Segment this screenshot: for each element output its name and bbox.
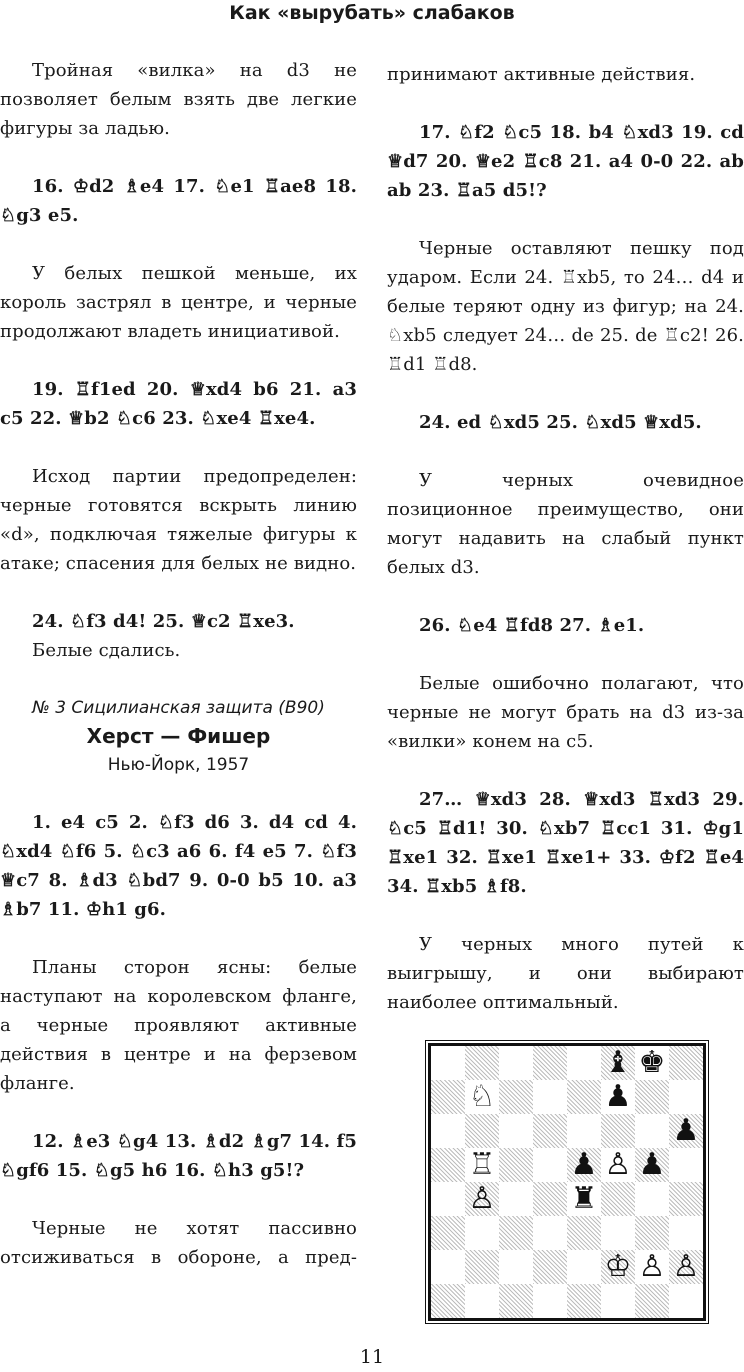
board-square-c5 [499, 1148, 533, 1182]
moves-paragraph: 17. ♘f2 ♘c5 18. b4 ♘xd3 19. cd ♕d7 20. ♕e2 ♖c8 21. a4 0-0 22. ab ab 23. ♖a5 d5!? [387, 122, 744, 201]
game-place: Нью-Йорк, 1957 [107, 755, 250, 775]
board-square-f6 [601, 1114, 635, 1148]
chess-piece-g5: ♟ [638, 1147, 666, 1182]
chess-piece-h6: ♟ [672, 1113, 700, 1148]
board-square-d6 [533, 1114, 567, 1148]
board-square-d2 [533, 1250, 567, 1284]
paragraph: У черных много путей к выигрышу, и они выбирают наиболее оптимальный. [387, 934, 744, 1013]
board-square-d5 [533, 1148, 567, 1182]
board-square-b8 [465, 1046, 499, 1080]
chess-piece-f5: ♙ [604, 1147, 632, 1182]
board-square-a3 [431, 1216, 465, 1250]
paragraph: принимают активные действия. [387, 64, 696, 85]
board-square-d7 [533, 1080, 567, 1114]
board-square-h8 [669, 1046, 703, 1080]
chess-piece-f7: ♟ [604, 1079, 632, 1114]
board-square-b3 [465, 1216, 499, 1250]
board-square-a8 [431, 1046, 465, 1080]
board-square-f1 [601, 1284, 635, 1318]
board-square-f3 [601, 1216, 635, 1250]
chess-board [428, 1043, 706, 1321]
board-square-b2 [465, 1250, 499, 1284]
moves-paragraph: 12. ♗e3 ♘g4 13. ♗d2 ♗g7 14. f5 ♘gf6 15. ♘g5 h6 16. ♘h3 g5!? [0, 1131, 357, 1181]
board-square-c6 [499, 1114, 533, 1148]
board-square-c2 [499, 1250, 533, 1284]
paragraph: У черных очевидное позиционное преимущество, они могут надавить на слабый пункт белых d3. [387, 470, 744, 578]
board-square-c4 [499, 1182, 533, 1216]
board-square-e3 [567, 1216, 601, 1250]
board-square-e1 [567, 1284, 601, 1318]
chess-piece-b7: ♘ [468, 1079, 496, 1114]
chess-piece-b4: ♙ [468, 1181, 496, 1216]
chess-piece-e4: ♜ [570, 1181, 598, 1216]
board-square-h1 [669, 1284, 703, 1318]
board-square-a6 [431, 1114, 465, 1148]
board-square-g1 [635, 1284, 669, 1318]
paragraph: Белые сдались. [32, 640, 181, 661]
running-header: Как «вырубать» слабаков [229, 2, 515, 24]
board-square-h5 [669, 1148, 703, 1182]
paragraph: Исход партии предопределен: черные готовятся вскрыть линию «d», подключая тяжелые фигуры к атаке; спасения для белых не видно. [0, 466, 357, 574]
paragraph: Планы сторон ясны: белые наступают на королевском фланге, а черные проявляют активные действия в центре и на ферзевом фланге. [0, 957, 357, 1094]
chess-piece-f8: ♝ [604, 1045, 632, 1080]
right-column [387, 60, 744, 1017]
board-square-c8 [499, 1046, 533, 1080]
chess-piece-f2: ♔ [604, 1249, 632, 1284]
board-square-d3 [533, 1216, 567, 1250]
board-square-h7 [669, 1080, 703, 1114]
board-square-e6 [567, 1114, 601, 1148]
chess-piece-e5: ♟ [570, 1147, 598, 1182]
moves-paragraph: 26. ♘e4 ♖fd8 27. ♗e1. [419, 615, 645, 636]
board-square-c7 [499, 1080, 533, 1114]
board-square-g4 [635, 1182, 669, 1216]
moves-paragraph: 19. ♖f1ed 20. ♕xd4 b6 21. a3 c5 22. ♕b2 ♘c6 23. ♘xe4 ♖xe4. [0, 379, 357, 429]
board-square-h3 [669, 1216, 703, 1250]
chess-piece-g8: ♚ [638, 1045, 666, 1080]
board-square-d8 [533, 1046, 567, 1080]
paragraph: Белые ошибочно полагают, что черные не могут брать на d3 из-за «вилки» конем на c5. [387, 673, 744, 752]
board-square-b6 [465, 1114, 499, 1148]
paragraph: Тройная «вилка» на d3 не позволяет белым взять две легкие фигуры за ладью. [0, 60, 357, 139]
board-square-e8 [567, 1046, 601, 1080]
chess-piece-h2: ♙ [672, 1249, 700, 1284]
board-square-g6 [635, 1114, 669, 1148]
board-square-c3 [499, 1216, 533, 1250]
game-players: Херст — Фишер [86, 724, 271, 748]
paragraph: Черные оставляют пешку под ударом. Если 24. ♖xb5, то 24… d4 и белые теряют одну из фигур; на 24. ♘xb5 следует 24… de 25. de ♖c2! 26. ♖d1 ♖d8. [387, 238, 744, 375]
left-column [0, 56, 357, 1272]
game-opening: № 3 Сицилианская защита (B90) [32, 698, 325, 718]
moves-paragraph: 27… ♕xd3 28. ♕xd3 ♖xd3 29. ♘c5 ♖d1! 30. ♘xb7 ♖cc1 31. ♔g1 ♖xe1 32. ♖xe1 ♖xe1+ 33. ♔f2 ♖e4 34. ♖xb5 ♗f8. [387, 789, 744, 897]
board-square-a4 [431, 1182, 465, 1216]
board-square-b1 [465, 1284, 499, 1318]
board-square-a7 [431, 1080, 465, 1114]
moves-paragraph: 24. ed ♘xd5 25. ♘xd5 ♕xd5. [419, 412, 702, 433]
paragraph: Черные не хотят пассивно отсиживаться в обороне, а пред- [0, 1218, 357, 1268]
board-square-d1 [533, 1284, 567, 1318]
moves-paragraph: 24. ♘f3 d4! 25. ♕c2 ♖xe3. [32, 611, 295, 632]
chess-diagram [428, 1043, 706, 1321]
board-square-g7 [635, 1080, 669, 1114]
page-number: 11 [359, 1346, 385, 1368]
board-square-d4 [533, 1182, 567, 1216]
game-heading [0, 694, 357, 779]
board-square-e2 [567, 1250, 601, 1284]
board-square-g3 [635, 1216, 669, 1250]
board-square-e7 [567, 1080, 601, 1114]
board-square-a1 [431, 1284, 465, 1318]
paragraph: У белых пешкой меньше, их король застрял в центре, и черные продолжают владеть инициативой. [0, 263, 357, 342]
chess-piece-b5: ♖ [468, 1147, 496, 1182]
board-square-f4 [601, 1182, 635, 1216]
moves-paragraph: 1. e4 c5 2. ♘f3 d6 3. d4 cd 4. ♘xd4 ♘f6 5. ♘c3 a6 6. f4 e5 7. ♘f3 ♕c7 8. ♗d3 ♘bd7 9. 0-0 b5 10. a3 ♗b7 11. ♔h1 g6. [0, 812, 357, 920]
moves-paragraph: 16. ♔d2 ♗e4 17. ♘e1 ♖ae8 18. ♘g3 e5. [0, 176, 357, 226]
board-square-c1 [499, 1284, 533, 1318]
board-square-h4 [669, 1182, 703, 1216]
board-square-a2 [431, 1250, 465, 1284]
chess-piece-g2: ♙ [638, 1249, 666, 1284]
board-square-a5 [431, 1148, 465, 1182]
